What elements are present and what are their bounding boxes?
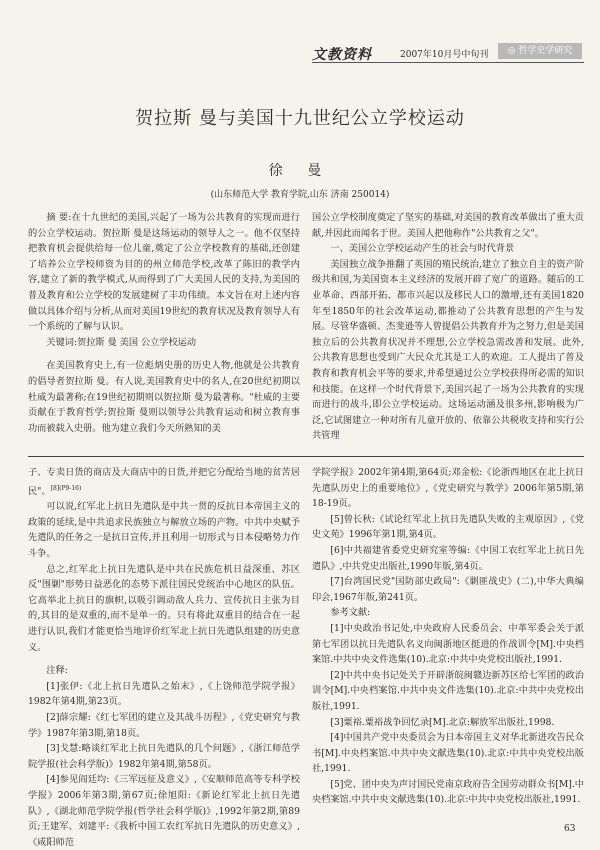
note-item: [7]台湾国民党"国防部史政局":《剿匪战史》(二),中华大典编印会,1967年版,第241页。 <box>312 576 584 603</box>
header-rule <box>312 62 584 63</box>
paragraph: 总之,红军北上抗日先遣队是中共在民族危机日益深重、苏区反"围剿"形势日益恶化的态势下派往国民党统治中心地区的队伍。它高举北上抗日的旗帜,以吸引调动敌人兵力、宣传抗日主张为目的,其目的是双重的,而不是单一的。只有将此双重目的结合在一起进行认识,我们才能更恰当地评价红军北上抗日先遣队组建的历史意义。 <box>28 563 300 653</box>
section-separator <box>28 456 584 457</box>
reference-item: [5]党、团中央为声讨国民党南京政府告全国劳动群众书[M].中央档案馆.中共中央文献选集(10).北京:中共中央党校出版社,1991. <box>312 778 584 806</box>
abstract: 摘 要:在十九世纪的美国,兴起了一场为公共教育的实现而进行的公立学校运动。贺拉斯 曼是这场运动的领导人之一。他不仅坚持把教育机会提供给每一位儿童,奠定了公立学校教育的基础,还创建了培养公立学校师资为目的的州立师范学校,改革了陈旧的教学内容,建立了新的教学模式,从而得到了广大美国人民的支持,为美国的普及教育和公立学校的发展建树了丰功伟绩。本文旨在对上述内容做以具体介绍与分析,从而对美国19世纪的教育状况及教育领导人有一个系统的了解与认识。 <box>28 212 300 333</box>
note-item: 学院学报》2002年第4期,第64页;邓金松:《论浙西地区在北上抗日先遣队历史上的重要地位》,《党史研究与教学》2006年第5期,第18-19页。 <box>312 467 584 510</box>
left-column-top <box>28 210 300 436</box>
paragraph: 国公立学校制度奠定了坚实的基础,对美国的教育改革做出了重大贡献,并因此而闻名于世。美国人把他称作"公共教育之父"。 <box>312 212 584 239</box>
paragraph <box>28 465 300 499</box>
article-title: 贺拉斯 曼与美国十九世纪公立学校运动 <box>135 108 465 129</box>
header-section-badge: ◎ 哲学史学研究 <box>498 43 582 59</box>
article-author: 徐 曼 <box>268 163 332 179</box>
citation-mark: [8](P9-16) <box>50 484 82 492</box>
right-column-bottom <box>312 465 584 808</box>
page-number: 63 <box>564 824 576 834</box>
references-heading: 参考文献: <box>330 607 371 619</box>
left-column-bottom <box>28 465 300 850</box>
note-item: [3]戈慧:略谈红军北上抗日先遣队的几个问题》,《浙江师范学院学报(社会科学版)》1982年第4期,第58页。 <box>28 743 300 770</box>
note-item: [1]张伊:《北上抗日先遣队之始末》,《上饶师范学院学报》1982年第4期,第23页。 <box>28 680 300 708</box>
header-issue: 2007年10月号中旬刊 <box>400 50 489 60</box>
keywords: 关键词:贺拉斯 曼 美国 公立学校运动 <box>46 336 197 348</box>
reference-item: [4]中国共产党中央委员会为日本帝国主义对华北新进攻告民众书[M].中央档案馆.中共中央文献选集(10).北京:中共中央党校出版社,1991. <box>312 732 584 775</box>
reference-item: [2]中共中央书记处关于开辟浙皖闽赣边新苏区给七军团的政治训令[M].中央档案馆.中共中央文件选集(10).北京:中共中央党校出版社,1991. <box>312 669 584 712</box>
note-item: [5]曾长秋:《试论红军北上抗日先遣队失败的主观原因》,《党史文苑》1996年第1期,第4页。 <box>312 513 584 541</box>
header-brand: 文教资料 <box>312 47 372 63</box>
article-affiliation: (山东师范大学 教育学院,山东 济南 250014) <box>210 190 390 200</box>
reference-item: [3]粟裕.粟裕战争回忆录[M].北京:解放军出版社,1998. <box>330 716 555 728</box>
paragraph: 可以说,红军北上抗日先遣队是中共一贯的反抗日本帝国主义的政策的延续,是中共追求民族独立与解放立场的产物。中共中央赋予先遣队的任务之一是抗日宣传,并且利用一切形式与日本侵略势力作斗争。 <box>28 501 300 560</box>
note-item: [4]参见阎廷均:《三军远征及意义》,《安顺师范高等专科学校学报》2006年第3期,第67页;徐旭阳:《新论红军北上抗日先遣队》,《湖北师范学院学报(哲学社会科学版)》,1992年第2期,第89页;王建军、刘建平:《我析中国工农红军抗日先遣队的历史意义》,《咸阳师范 <box>28 774 300 848</box>
notes-heading: 注释: <box>46 665 68 677</box>
intro-paragraph: 在美国教育史上,有一位彪炳史册的历史人物,他就是公共教育的倡导者贺拉斯 曼。有人说,美国教育史中的名人,在20世纪初期以杜威为最著称;在19世纪初期则以贺拉斯 曼为最著称。"杜威的主要贡献在于教育哲学;贺拉斯 曼则以领导公共教育运动和树立教育事功而被载入史册。他为建立我们今天所熟知的美 <box>28 360 300 434</box>
paragraph: 美国独立战争推翻了英国的殖民统治,建立了独立自主的资产阶级共和国,为美国资本主义经济的发展开辟了宽广的道路。随后的工业革命、西部开拓、都市兴起以及移民人口的激增,还有美国1820年至1850年的社会改革运动,都推动了公共教育思想的产生与发展。尽管华盛顿、杰斐逊等人曾提倡公共教育并为之努力,但是美国独立后的公共教育状况并不理想,公立学校急需改善和发展。此外,公共教育思想也受到广大民众尤其是工人的欢迎。工人提出了普及教育和教育机会平等的要求,并希望通过公立学校获得所必需的知识和技能。在这样一个时代背景下,美国兴起了一场为公共教育的实现而进行的战斗,即公立学校运动。这场运动涵及很多州,影响极为广泛,它试图建立一种对所有儿童开放的、依靠公共税收支持和实行公共管理 <box>312 258 584 442</box>
paragraph-text: 子、专卖日货的商店及大商店中的日货,并把它分配给当地的贫苦居民"。 <box>28 467 300 497</box>
section-heading: 一、美国公立学校运动产生的社会与时代背景 <box>330 243 515 255</box>
note-item: [2]薛宗耀:《红七军团的建立及其战斗历程》,《党史研究与教学》1987年第3期,第18页。 <box>28 711 300 739</box>
reference-item: [1]中央政治书记处,中央政府人民委员会、中革军委会关于派第七军团以抗日先遣队名义向闽浙地区挺进的作战训令[M].中央档案馆.中共中央文件选集(10).北京:中共中央党校出版社,1991. <box>312 622 584 666</box>
right-column-top <box>312 210 584 444</box>
note-item: [6]中共福建省委党史研究室等编:《中国工农红军北上抗日先遣队》,中共党史出版社,1990年版,第4页。 <box>312 544 584 572</box>
